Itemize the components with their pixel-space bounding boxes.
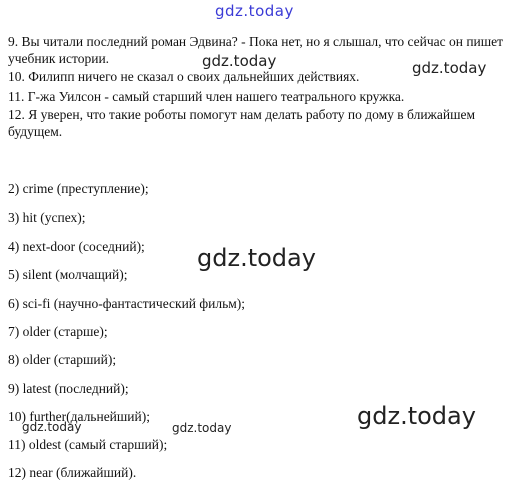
- watermark-small: gdz.today: [172, 421, 232, 435]
- answer-item: 3) hit (успех);: [8, 210, 86, 225]
- answer-item: 4) next-door (соседний);: [8, 239, 145, 254]
- sentence-10: 10. Филипп ничего не сказал о своих дальнейших действиях.: [8, 69, 360, 84]
- watermark-small: gdz.today: [202, 52, 277, 70]
- watermark-small: gdz.today: [22, 420, 82, 434]
- answer-item: 8) older (старший);: [8, 352, 117, 367]
- sentence-9: 9. Вы читали последний роман Эдвина? - Пока нет, но я слышал, что сейчас он пишет учебник истории.: [8, 34, 504, 66]
- answer-item: 10) further(дальнейший);: [8, 409, 151, 424]
- answer-item: 7) older (старше);: [8, 324, 108, 339]
- answer-item: 12) near (ближайший).: [8, 465, 137, 480]
- watermark-large: gdz.today: [357, 402, 476, 430]
- watermark-top: gdz.today: [215, 2, 294, 20]
- watermark-large: gdz.today: [197, 244, 316, 272]
- answer-item: 2) crime (преступление);: [8, 181, 149, 196]
- answer-item: 5) silent (молчащий);: [8, 267, 128, 282]
- answer-item: 6) sci-fi (научно-фантастический фильм);: [8, 296, 246, 311]
- sentence-11: 11. Г-жа Уилсон - самый старший член нашего театрального кружка.: [8, 89, 405, 104]
- answer-item: 9) latest (последний);: [8, 381, 129, 396]
- watermark-small: gdz.today: [412, 59, 487, 77]
- answer-item: 11) oldest (самый старший);: [8, 437, 168, 452]
- sentence-12: 12. Я уверен, что такие роботы помогут нам делать работу по дому в ближайшем будущем.: [8, 107, 476, 139]
